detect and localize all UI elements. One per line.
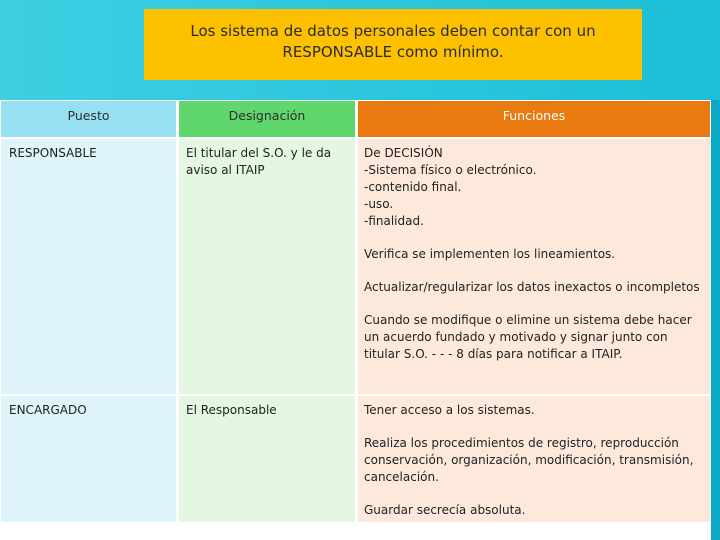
cell-designacion-responsable [179,139,355,394]
header-puesto: Puesto [1,101,176,137]
cell-funciones-encargado [358,396,710,522]
funcion-item: Guardar secrecía absoluta. [364,503,526,517]
funcion-item: Cuando se modifique o elimine un sistema debe hacer un acuerdo fundado y motivado y signar junto con titular S.O. - - - 8 días para notificar a ITAIP. [364,313,692,361]
cell-designacion-encargado [179,396,355,522]
funcion-item: Tener acceso a los sistemas. [364,403,535,417]
puesto-text: ENCARGADO [9,403,87,417]
designacion-text: El Responsable [186,403,277,417]
title-line-2: RESPONSABLE como mínimo. [282,43,504,61]
cell-puesto-encargado [1,396,176,522]
funcion-item: De DECISIÓN -Sistema físico o electrónico. -contenido final. -uso. -finalidad. [364,146,537,228]
funcion-item: Actualizar/regularizar los datos inexactos o incompletos [364,280,700,294]
funcion-item: Realiza los procedimientos de registro, reproducción conservación, organización, modificación, transmisión, cancelación. [364,436,694,484]
designacion-text: El titular del S.O. y le da aviso al ITAIP [186,146,332,177]
title-line-1: Los sistema de datos personales deben contar con un [190,22,596,40]
puesto-text: RESPONSABLE [9,146,97,160]
slide-title [144,9,642,80]
right-edge-band [711,100,720,540]
header-funciones: Funciones [358,101,710,137]
header-designacion: Designación [179,101,355,137]
cell-puesto-responsable [1,139,176,394]
funcion-item: Verifica se implementen los lineamientos. [364,247,616,261]
cell-funciones-responsable [358,139,710,394]
roles-table [0,100,711,540]
